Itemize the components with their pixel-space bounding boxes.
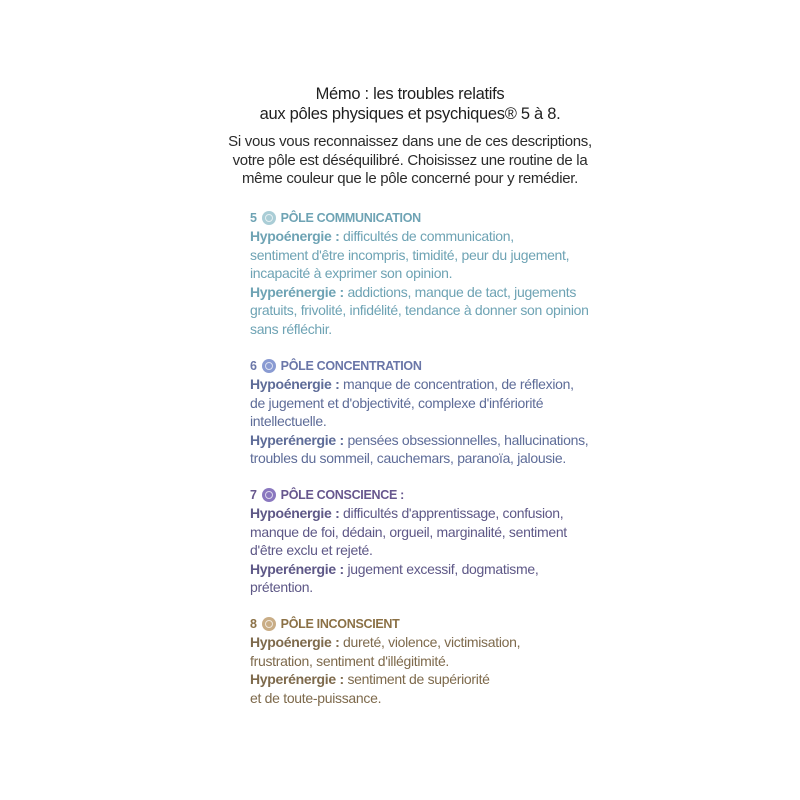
hyper-text: gratuits, frivolité, infidélité, tendance à donner son opinion (250, 302, 589, 318)
section-pole-concentration (250, 357, 610, 468)
section-number: 5 (250, 211, 257, 225)
section-number: 6 (250, 359, 257, 373)
intro-line-2: votre pôle est déséquilibré. Choisissez une routine de la (232, 151, 588, 169)
section-pole-inconscient (250, 615, 610, 707)
intro-line-1: Si vous vous reconnaissez dans une de ces descriptions, (228, 133, 592, 150)
hyper-label: Hyperénergie : (250, 671, 344, 687)
hyper-text: sans réfléchir. (250, 320, 332, 337)
section-heading (250, 357, 610, 375)
section-number: 7 (250, 488, 257, 502)
hyper-label: Hyperénergie : (250, 560, 344, 577)
section-title: PÔLE COMMUNICATION (280, 211, 421, 225)
hypo-text: sentiment d'être incompris, timidité, peur du jugement, (250, 246, 570, 263)
hyper-text: jugement excessif, dogmatisme, (347, 560, 539, 577)
hypo-label: Hypoénergie : (250, 505, 340, 521)
hyper-label: Hyperénergie : (250, 283, 344, 300)
hypo-text: de jugement et d'objectivité, complexe d'infériorité (250, 394, 544, 411)
section-body (250, 504, 610, 597)
section-title: PÔLE INCONSCIENT (280, 617, 400, 631)
section-pole-conscience (250, 486, 610, 597)
hypo-text: frustration, sentiment d'illégitimité. (250, 652, 450, 669)
intro-paragraph (220, 133, 600, 189)
section-pole-communication (250, 209, 610, 338)
section-heading (250, 486, 610, 504)
hypo-text: difficultés de communication, (343, 228, 514, 244)
hypo-label: Hypoénergie : (250, 228, 340, 244)
communication-icon (262, 211, 276, 225)
section-title: PÔLE CONCENTRATION (280, 359, 422, 373)
intro-line-3: même couleur que le pôle concerné pour y remédier. (241, 170, 579, 187)
section-heading (250, 209, 610, 227)
hypo-text: intellectuelle. (250, 413, 327, 429)
page-title (200, 84, 620, 124)
hyper-text: et de toute-puissance. (250, 689, 382, 706)
hypo-text: difficultés d'apprentissage, confusion, (343, 505, 564, 521)
section-title: PÔLE CONSCIENCE : (280, 488, 405, 502)
hyper-text: troubles du sommeil, cauchemars, paranoïa, jalousie. (250, 450, 566, 466)
hyper-text: prétention. (250, 579, 313, 595)
hypo-text: manque de foi, dédain, orgueil, marginalité, sentiment (250, 523, 567, 540)
hyper-text: pensées obsessionnelles, hallucinations, (347, 431, 589, 448)
hypo-text: manque de concentration, de réflexion, (343, 376, 574, 392)
title-line-2: aux pôles physiques et psychiques® 5 à 8. (259, 105, 561, 123)
section-heading (250, 615, 610, 633)
hypo-text: dureté, violence, victimisation, (343, 634, 521, 650)
hypo-label: Hypoénergie : (250, 634, 340, 650)
concentration-icon (262, 359, 276, 373)
hyper-text: addictions, manque de tact, jugements (347, 283, 577, 300)
section-body (250, 633, 610, 707)
conscience-icon (262, 488, 276, 502)
section-body (250, 227, 610, 338)
hypo-text: incapacité à exprimer son opinion. (250, 265, 453, 281)
title-line-1: Mémo : les troubles relatifs (315, 85, 505, 103)
hyper-label: Hyperénergie : (250, 431, 344, 448)
inconscient-icon (262, 617, 276, 631)
hypo-text: d'être exclu et rejeté. (250, 542, 373, 558)
section-number: 8 (250, 617, 257, 631)
hypo-label: Hypoénergie : (250, 376, 340, 392)
section-body (250, 375, 610, 468)
hyper-text: sentiment de supériorité (347, 671, 490, 687)
